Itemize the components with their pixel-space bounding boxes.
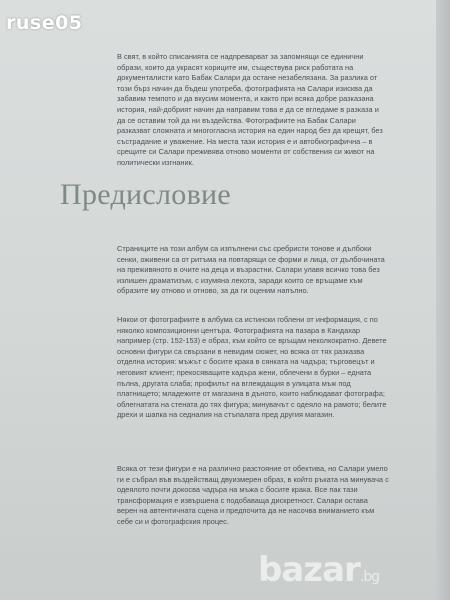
section-heading: Предисловие: [60, 178, 232, 211]
page-edge: [436, 0, 450, 600]
body-paragraph-1: Страниците на този албум са изпълнени със сребристи тонове и дълбоки сенки, оживени са от ритъма на повтарящи се форми и лица, от дълбочината на преживяното в очите на деца и възрастни. Салари улавя всичко това без излишен драматизъм, с изумяна лекота, заради които се връщаме към образите му отново и отново, за да ги оценим напълно.: [117, 244, 385, 296]
body-paragraph-2: Някои от фотографиите в албума са истински гоблени от информация, с по няколко композиционни центъра. Фотографията на пазара в Кандахар например (стр. 152-153) е образ, към който се връщам неколкократно. Девете основни фигури са свързани в невидим сюжет, но всяка от тях разказва отделна история: мъжът с босите крака в сянката на чадъра; търговецът и неговият клиент; прекосяващите кадъра жени, облечени в бурки – едната пълна, другата слаба; профилът на вглеждащия в улицата мъж под платнището; младежите от магазина в дъното, които наблюдават фотографа; облегнатата на стената до тях фигура; минувачът с одеяло на рамото; белите дрехи и шапка на седналия на стъпалата пред другия магазин.: [117, 315, 387, 420]
bazar-logo-watermark: [258, 550, 379, 590]
uploader-watermark: ruse05: [6, 12, 83, 34]
intro-paragraph: В свят, в който списанията се надпреварват за запомнящи се единични образи, които да украсят кориците им, съществува риск работата на документалисти като Бабак Салари да остане незабелязана. За разлика от този бърз начин да бъдеш употреба, фотографията на Салари изисква да забавим темпото и да вкусим момента, и както при всяка добре разказана история, най-добрият начин да направим това е да се вгледаме в разказа и да се оставим той да ни въздейства. Фотографиите на Бабак Салари разказват сложната и многогласна история на един народ без да крещят, без състрадание и уважение. На места тази история е и автобиографична – в срещите си Салари преживява отново моменти от собствения си живот на политически изгнаник.: [117, 52, 383, 167]
logo-suffix: .bg: [359, 569, 380, 585]
body-paragraph-3: Всяка от тези фигури е на различно разстояние от обектива, но Салари умело ги е събрал във въздействащ двуизмерен образ, в който ръката на минувача с одеялото почти докосва чадъра на мъжа с босите крака. Все пак тази трансформация е извършена с подобаваща дискретност. Салари остава верен на автентичната сцена и предпочита да не насочва вниманието към себе си и фотографския процес.: [117, 464, 389, 526]
logo-name: bazar: [258, 550, 360, 590]
